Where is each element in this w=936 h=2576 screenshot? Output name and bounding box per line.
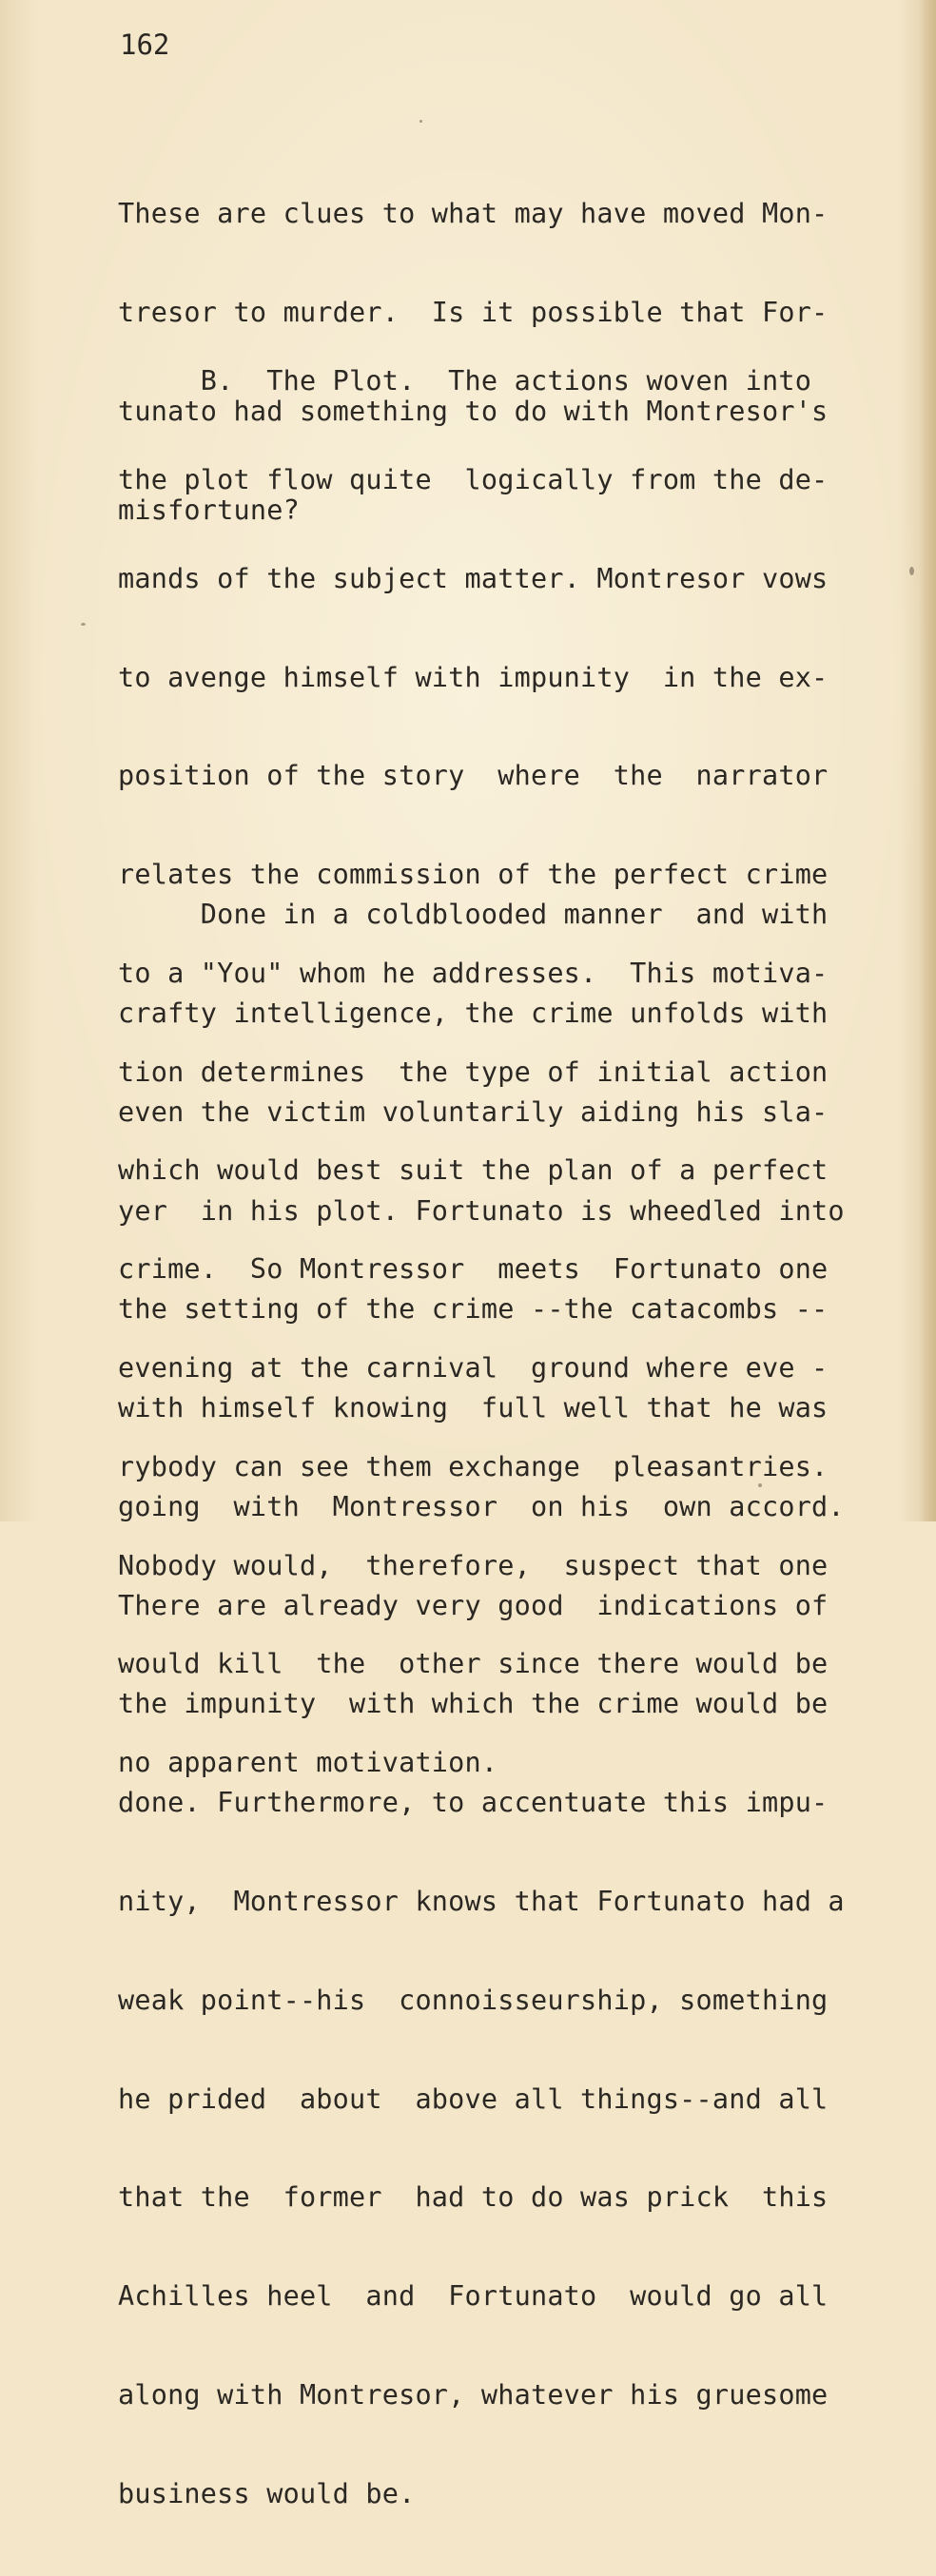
paper-speck xyxy=(81,623,86,626)
text-line: evening at the carnival ground where eve - xyxy=(118,1352,829,1384)
text-line: that the former had to do was prick this xyxy=(118,2181,829,2214)
text-line: Nobody would, therefore, suspect that one xyxy=(118,1549,829,1581)
text-line: to a "You" whom he addresses. This motiva- xyxy=(118,957,829,989)
page-number: 162 xyxy=(120,29,170,61)
text-line: the setting of the crime --the catacombs -- xyxy=(118,1293,829,1326)
text-line: tunato had something to do with Montresor's xyxy=(118,395,829,427)
text-line: to avenge himself with impunity in the ex- xyxy=(118,661,829,693)
text-line: B. The Plot. The actions woven into xyxy=(118,365,812,397)
text-line: business would be. xyxy=(118,2477,416,2509)
text-line: the impunity with which the crime would be xyxy=(118,1688,829,1720)
text-line: tion determines the type of initial action xyxy=(118,1056,829,1088)
text-line: tresor to murder. Is it possible that For- xyxy=(118,296,829,328)
text-line: which would best suit the plan of a perfect xyxy=(118,1154,829,1187)
paper-speck xyxy=(419,120,422,123)
paragraph-crime xyxy=(118,833,845,2576)
text-line: would kill the other since there would be xyxy=(118,1648,829,1680)
text-line: crafty intelligence, the crime unfolds with xyxy=(118,997,829,1029)
text-line: crime. So Montressor meets Fortunato one xyxy=(118,1253,829,1286)
text-line: nity, Montressor knows that Fortunato had a xyxy=(118,1886,845,1917)
text-line: There are already very good indications of xyxy=(118,1589,829,1621)
paper-speck xyxy=(758,1483,762,1487)
text-line: position of the story where the narrator xyxy=(118,760,829,792)
text-line: weak point--his connoisseurship, something xyxy=(118,1984,829,2016)
page-edge-shadow xyxy=(919,0,936,1521)
text-line: yer in his plot. Fortunato is wheedled into xyxy=(118,1194,845,1227)
text-line: no apparent motivation. xyxy=(118,1747,498,1779)
text-line: going with Montressor on his own accord. xyxy=(118,1490,845,1522)
text-line: These are clues to what may have moved Mon- xyxy=(118,198,829,230)
text-line: mands of the subject matter. Montresor vows xyxy=(118,562,829,594)
text-line: Done in a coldblooded manner and with xyxy=(118,899,829,931)
text-line: Achilles heel and Fortunato would go all xyxy=(118,2280,829,2313)
text-line: he prided about above all things--and all xyxy=(118,2082,829,2115)
text-line: misfortune? xyxy=(118,494,300,526)
text-line: done. Furthermore, to accentuate this impu- xyxy=(118,1787,829,1819)
text-line: along with Montresor, whatever his gruesome xyxy=(118,2378,829,2411)
text-line: with himself knowing full well that he was xyxy=(118,1392,829,1424)
text-line: rybody can see them exchange pleasantries. xyxy=(118,1450,829,1482)
text-line: the plot flow quite logically from the de- xyxy=(118,463,829,495)
text-line: relates the commission of the perfect crime xyxy=(118,859,829,891)
paper-speck xyxy=(909,567,914,575)
text-line: even the victim voluntarily aiding his sla- xyxy=(118,1095,829,1128)
